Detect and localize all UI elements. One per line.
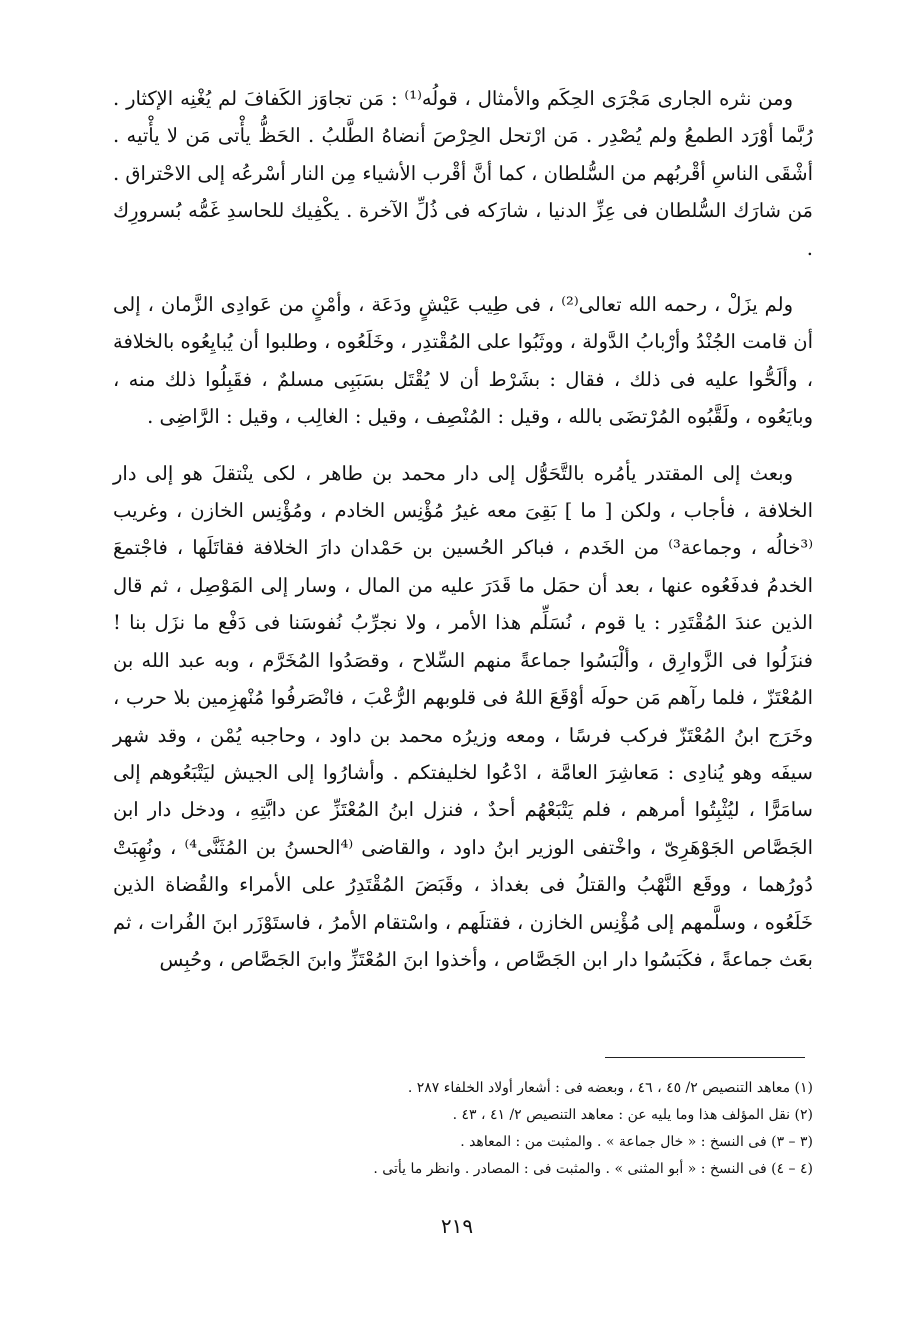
page-number: ٢١٩: [440, 1214, 474, 1238]
paragraph-1: ومن نثره الجارى مَجْرَى الحِكَم والأمثال ، قولُه⁽¹⁾ : مَن تجاوَز الكَفافَ لم يُغْنِه الإكثار . رُبَّما أوْرَد الطمعُ ولم يُصْدِر . مَن ارْتحل الحِرْصَ أنضاهُ الطَّلبُ . الحَظُّ يأْتى مَن لا يأْتيه . أشْقَى الناسِ أقْربُهم من السُّلطان ، كما أنَّ أقْرب الأشياء مِن النار أسْرعُه إلى الاحْتراق . مَن شارَك السُّلطان فى عِزِّ الدنيا ، شارَكه فى ذُلِّ الآخرة . يكْفِيك للحاسدِ غَمُّه بُسرورِك .: [113, 87, 813, 260]
main-text: [113, 80, 813, 978]
footnotes: [113, 1075, 813, 1183]
footnote-1: (١) معاهد التنصيص ٢/ ٤٥ ، ٤٦ ، وبعضه فى : أشعار أولاد الخلفاء ٢٨٧ .: [407, 1080, 813, 1096]
paragraph-2: ولم يزَلْ ، رحمه الله تعالى⁽²⁾ ، فى طِيب عَيْشٍ ودَعَة ، وأمْنٍ من عَوادِى الزَّمان ، إلى أن قامت الجُنْدُ وأرْبابُ الدَّولة ، ووثَبُوا على المُقْتدِر ، وخَلَعُوه ، وطلبوا أن يُبايِعُوه بالخلافة ، وألَحُّوا عليه فى ذلك ، فقال : بشَرْط أن لا يُقْتَل بسَبَبِى مسلمٌ ، فقَبِلُوا ذلك منه ، وبايَعُوه ، ولَقَّبُوه المُرْتضَى بالله ، وقيل : المُنْصِف ، وقيل : الغالِب ، وقيل : الرَّاضِى .: [113, 293, 813, 429]
footnote-4: (٤ – ٤) فى النسخ : « أبو المثنى » . والمثبت فى : المصادر . وانظر ما يأتى .: [373, 1161, 813, 1177]
footnote-3: (٣ – ٣) فى النسخ : « خال جماعة » . والمثبت من : المعاهد .: [460, 1134, 813, 1150]
paragraph-3: وبعث إلى المقتدر يأمُره بالتَّحَوُّل إلى دار محمد بن طاهر ، لكى ينْتقلَ هو إلى دار الخلافة ، فأجاب ، ولكن [ ما ] بَقِىَ معه غيرُ مُؤْنِس الخادم ، ومُؤْنِس الخازن ، وغريب ⁽³خالُه ، وجماعة³⁾ من الخَدم ، فباكر الحُسين بن حَمْدان دارَ الخلافة فقاتَلَها ، فاجْتمعَ الخدمُ فدفَعُوه عنها ، بعد أن حمَل ما قَدَرَ عليه من المال ، وسار إلى المَوْصِل ، ثم قال الذين عندَ المُقْتَدِر : يا قوم ، نُسَلِّم هذا الأمر ، ولا نجرِّبُ نُفوسَنا فى دَفْع ما نزَل بنا ! فنزَلُوا فى الزَّوارِق ، وألْبَسُوا جماعةً منهم السِّلاح ، وقصَدُوا المُخَرَّم ، وبه عبد الله بن المُعْتَزّ ، فلما رآهم مَن حولَه أوْقَعَ اللهُ فى قلوبهم الرُّعْبَ ، فانْصَرفُوا مُنْهزِمين بلا حرب ، وخَرَج ابنُ المُعْتَزّ فركب فرسًا ، ومعه وزيرُه محمد بن داود ، وحاجبه يُمْن ، وقد شهر سيفَه وهو يُنادِى : مَعاشِرَ العامَّة ، ادْعُوا لخليفتكم . وأشارُوا إلى الجيش ليَتْبَعُوهم إلى سامَرًّا ، ليُثْبِتُوا أمرهم ، فلم يَتْبَعْهُم أحدٌ ، فنزل ابنُ المُعْتَزِّ عن دابَّتِهِ ، ودخل دار ابن الجَصَّاص الجَوْهَرِىّ ، واخْتفى الوزير ابنُ داود ، والقاضى ⁽⁴الحسنُ بن المُثَنَّى⁴⁾ ، ونُهِبَتْ دُورُهما ، ووقَع النَّهْبُ والقتلُ فى بغداذ ، وقَبَضَ المُقْتَدِرُ على الأمراء والقُضاة الذين خَلَعُوه ، وسلَّمهم إلى مُؤْنِس الخازن ، فقتلَهم ، واسْتقام الأمرُ ، فاستَوْزَر ابنَ الفُرات ، ثم بعَث جماعةً ، فكَبَسُوا دار ابن الجَصَّاص ، وأخذوا ابنَ المُعْتَزِّ وابنَ الجَصَّاص ، وحُبِس: [113, 461, 813, 971]
footnote-2: (٢) نقل المؤلف هذا وما يليه عن : معاهد التنصيص ٢/ ٤١ ، ٤٣ .: [452, 1107, 813, 1123]
footnote-separator: [605, 1057, 805, 1058]
